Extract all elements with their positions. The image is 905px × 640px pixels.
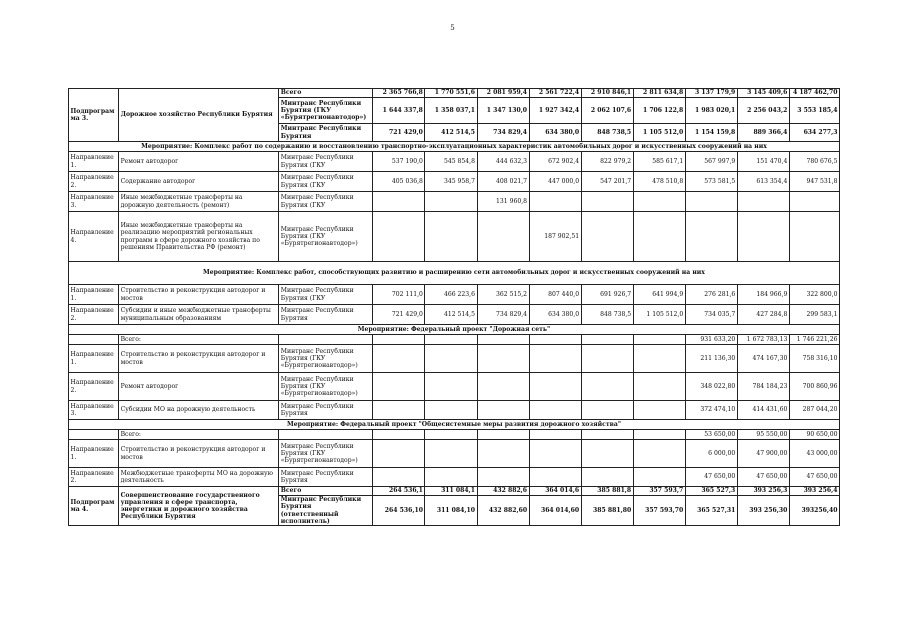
table-cell: 447 000,0 — [529, 172, 581, 192]
table-cell: 702 111,0 — [373, 285, 425, 305]
section-title: Мероприятие: Федеральный проект "Дорожная сеть" — [69, 325, 840, 335]
table-cell — [737, 212, 789, 262]
table-cell — [581, 468, 633, 487]
table-cell: 567 997,9 — [685, 152, 737, 172]
table-cell: 6 000,00 — [685, 440, 737, 468]
table-cell: 947 531,8 — [789, 172, 839, 192]
table-cell: 311 084,10 — [425, 496, 477, 526]
table-cell: 1 770 551,6 — [425, 89, 477, 98]
table-cell: Минтранс Республики Бурятия — [279, 468, 373, 487]
table-cell: 1 358 037,1 — [425, 98, 477, 124]
table-cell: 4 187 462,70 — [789, 89, 839, 98]
table-cell: 1 105 512,0 — [633, 124, 685, 142]
table-cell — [633, 373, 685, 401]
table-cell — [581, 440, 633, 468]
table-cell — [529, 373, 581, 401]
table-cell: Направление 3. — [69, 401, 119, 420]
table-cell: 393 256,4 — [789, 487, 839, 496]
table-body — [69, 89, 840, 526]
table-cell: 721 429,0 — [373, 305, 425, 325]
table-cell: Подпрограм ма 4. — [69, 487, 119, 526]
table-cell: 889 366,4 — [737, 124, 789, 142]
table-cell — [581, 373, 633, 401]
section-row — [69, 262, 840, 285]
table-cell: 47 650,00 — [737, 468, 789, 487]
table-cell: Минтранс Республики Бурятия (ГКУ «Бурятрегионавтодор») — [279, 440, 373, 468]
table-cell: 348 022,80 — [685, 373, 737, 401]
table-cell: 365 527,31 — [685, 496, 737, 526]
table-cell — [373, 430, 425, 440]
table-cell: 734 829,4 — [477, 305, 529, 325]
section-row — [69, 325, 840, 335]
table-cell: 151 470,4 — [737, 152, 789, 172]
table-cell: Минтранс Республики Бурятия (ГКУ — [279, 152, 373, 172]
table-row — [69, 487, 840, 496]
table-cell: 634 277,3 — [789, 124, 839, 142]
table-cell — [279, 430, 373, 440]
table-cell: 444 632,3 — [477, 152, 529, 172]
table-cell: 3 553 185,4 — [789, 98, 839, 124]
table-row — [69, 285, 840, 305]
table-cell: 1 347 130,0 — [477, 98, 529, 124]
table-cell: 641 994,9 — [633, 285, 685, 305]
table-cell: 784 184,23 — [737, 373, 789, 401]
table-cell: 474 167,30 — [737, 345, 789, 373]
table-cell: 364 014,6 — [529, 487, 581, 496]
table-row — [69, 335, 840, 345]
table-cell: Минтранс Республики Бурятия (ГКУ «Бурятрегионавтодор») — [279, 373, 373, 401]
table-cell: 53 650,00 — [685, 430, 737, 440]
table-cell: 1 644 337,8 — [373, 98, 425, 124]
table-cell: Субсидии и иные межбюджетные трансферты муниципальным образованиям — [119, 305, 279, 325]
table-cell — [477, 401, 529, 420]
table-cell — [373, 468, 425, 487]
table-cell — [581, 345, 633, 373]
table-cell: Направление 2. — [69, 373, 119, 401]
table-cell: 357 593,70 — [633, 496, 685, 526]
table-cell — [633, 335, 685, 345]
table-cell: Содержание автодорог — [119, 172, 279, 192]
table-cell — [633, 468, 685, 487]
table-cell: 393 256,30 — [737, 496, 789, 526]
table-cell — [425, 401, 477, 420]
table-cell: 931 633,20 — [685, 335, 737, 345]
table-cell: 264 536,10 — [373, 496, 425, 526]
table-cell: Строительство и реконструкция автодорог и мостов — [119, 345, 279, 373]
table-row — [69, 172, 840, 192]
table-cell: Минтранс Республики Бурятия (ГКУ — [279, 192, 373, 212]
table-cell: Направление 1. — [69, 152, 119, 172]
table-cell: 276 281,6 — [685, 285, 737, 305]
section-title: Мероприятие: Федеральный проект "Общесистемные меры развития дорожного хозяйства" — [69, 420, 840, 430]
section-row — [69, 142, 840, 152]
table-cell: Всего — [279, 487, 373, 496]
table-cell — [633, 440, 685, 468]
table-cell — [789, 192, 839, 212]
table-cell: 408 021,7 — [477, 172, 529, 192]
table-cell — [373, 335, 425, 345]
table-cell — [581, 335, 633, 345]
table-cell — [633, 345, 685, 373]
table-cell — [373, 345, 425, 373]
table-cell — [373, 212, 425, 262]
table-cell: 700 860,96 — [789, 373, 839, 401]
table-cell: Ремонт автодорог — [119, 152, 279, 172]
table-row — [69, 89, 840, 98]
table-cell: Субсидии МО на дорожную деятельность — [119, 401, 279, 420]
table-cell — [789, 212, 839, 262]
table-cell: 634 380,0 — [529, 124, 581, 142]
section-title: Мероприятие: Комплекс работ, способствующих развитию и расширению сети автомобильных дорог и искусственных сооружений на них — [69, 262, 840, 285]
table-cell: Направление 1. — [69, 440, 119, 468]
table-row — [69, 152, 840, 172]
table-cell: 47 900,00 — [737, 440, 789, 468]
table-cell: 585 617,1 — [633, 152, 685, 172]
table-cell — [425, 440, 477, 468]
table-cell — [69, 335, 119, 345]
table-row — [69, 305, 840, 325]
table-cell: 432 882,6 — [477, 487, 529, 496]
table-cell: Строительство и реконструкция автодорог и мостов — [119, 440, 279, 468]
table-cell: Иные межбюджетные трансферты на дорожную деятельность (ремонт) — [119, 192, 279, 212]
table-cell: 90 650,00 — [789, 430, 839, 440]
table-row — [69, 440, 840, 468]
table-cell: Всего: — [119, 430, 279, 440]
table-cell: 466 223,6 — [425, 285, 477, 305]
table-cell: 427 284,8 — [737, 305, 789, 325]
table-cell: 47 650,00 — [685, 468, 737, 487]
table-cell: 634 380,0 — [529, 305, 581, 325]
table-cell: 412 514,5 — [425, 305, 477, 325]
table-cell: Ремонт автодорог — [119, 373, 279, 401]
table-cell — [529, 401, 581, 420]
table-cell: 780 676,5 — [789, 152, 839, 172]
table-cell — [373, 401, 425, 420]
table-cell — [581, 192, 633, 212]
table-cell: 345 958,7 — [425, 172, 477, 192]
table-cell: Подпрограм ма 3. — [69, 89, 119, 142]
table-cell — [425, 373, 477, 401]
table-cell: Минтранс Республики Бурятия — [279, 305, 373, 325]
table-cell: 807 440,0 — [529, 285, 581, 305]
table-cell: 734 829,4 — [477, 124, 529, 142]
table-cell: Направление 2. — [69, 305, 119, 325]
table-row — [69, 212, 840, 262]
budget-table — [68, 88, 840, 526]
table-cell: 1 105 512,0 — [633, 305, 685, 325]
table-cell — [477, 440, 529, 468]
table-cell — [373, 440, 425, 468]
table-cell — [477, 373, 529, 401]
table-cell — [685, 192, 737, 212]
table-cell: 131 960,8 — [477, 192, 529, 212]
table-cell: 2 081 959,4 — [477, 89, 529, 98]
table-cell: 2 365 766,8 — [373, 89, 425, 98]
table-cell: 1 927 342,4 — [529, 98, 581, 124]
table-cell: Всего — [279, 89, 373, 98]
table-cell — [425, 335, 477, 345]
table-cell: 1 746 221,26 — [789, 335, 839, 345]
table-cell: 721 429,0 — [373, 124, 425, 142]
table-cell: Минтранс Республики Бурятия (ГКУ «Бурятрегионавтодор») — [279, 345, 373, 373]
table-cell: 2 561 722,4 — [529, 89, 581, 98]
table-cell: Направление 2. — [69, 172, 119, 192]
table-cell: 412 514,5 — [425, 124, 477, 142]
table-cell — [737, 192, 789, 212]
table-cell — [477, 430, 529, 440]
table-cell — [529, 430, 581, 440]
table-cell — [581, 212, 633, 262]
table-cell — [373, 373, 425, 401]
table-cell: 2 811 634,8 — [633, 89, 685, 98]
table-cell: 613 354,4 — [737, 172, 789, 192]
table-cell: 405 036,8 — [373, 172, 425, 192]
table-row — [69, 192, 840, 212]
table-cell: 184 966,9 — [737, 285, 789, 305]
table-cell — [477, 212, 529, 262]
table-cell — [425, 192, 477, 212]
table-cell: Минтранс Республики Бурятия (ГКУ «Бурятрегионавтодор») — [279, 98, 373, 124]
table-cell: Дорожное хозяйство Республики Бурятия — [119, 89, 279, 142]
table-cell — [373, 192, 425, 212]
table-cell — [529, 345, 581, 373]
table-cell — [425, 468, 477, 487]
table-cell: 357 593,7 — [633, 487, 685, 496]
table-cell: 547 201,7 — [581, 172, 633, 192]
table-cell — [581, 430, 633, 440]
table-row — [69, 373, 840, 401]
table-cell: 2 062 107,6 — [581, 98, 633, 124]
table-cell: 691 926,7 — [581, 285, 633, 305]
table-cell: 545 854,8 — [425, 152, 477, 172]
table-cell: 95 550,00 — [737, 430, 789, 440]
table-cell: 385 881,8 — [581, 487, 633, 496]
table-cell: Минтранс Республики Бурятия (ГКУ — [279, 285, 373, 305]
table-cell: 848 738,5 — [581, 124, 633, 142]
table-cell — [69, 430, 119, 440]
table-row — [69, 401, 840, 420]
table-cell: 3 137 179,9 — [685, 89, 737, 98]
table-cell — [633, 430, 685, 440]
table-cell: 2 256 043,2 — [737, 98, 789, 124]
table-cell: 311 084,1 — [425, 487, 477, 496]
table-cell: 299 583,1 — [789, 305, 839, 325]
table-cell — [477, 468, 529, 487]
table-cell: 848 738,5 — [581, 305, 633, 325]
table-cell: Направление 2. — [69, 468, 119, 487]
table-cell: Минтранс Республики Бурятия (ответственный исполнитель) — [279, 496, 373, 526]
table-cell: 758 316,10 — [789, 345, 839, 373]
table-cell: 1 706 122,8 — [633, 98, 685, 124]
table-cell: 1 672 783,13 — [737, 335, 789, 345]
table-cell: 3 145 409,6 — [737, 89, 789, 98]
table-cell — [685, 212, 737, 262]
table-cell: 47 650,00 — [789, 468, 839, 487]
table-cell: 1 154 159,8 — [685, 124, 737, 142]
table-cell: 393 256,3 — [737, 487, 789, 496]
table-cell — [477, 345, 529, 373]
table-cell — [529, 335, 581, 345]
table-row — [69, 345, 840, 373]
table-cell: 287 044,20 — [789, 401, 839, 420]
table-cell: 414 431,60 — [737, 401, 789, 420]
table-cell — [425, 212, 477, 262]
table-cell: 432 882,60 — [477, 496, 529, 526]
table-cell: Минтранс Республики Бурятия (ГКУ «Бурятрегионавтодор») — [279, 212, 373, 262]
table-cell — [279, 335, 373, 345]
table-cell — [529, 192, 581, 212]
table-cell: Всего: — [119, 335, 279, 345]
table-row — [69, 430, 840, 440]
table-cell: Направление 3. — [69, 192, 119, 212]
table-cell — [633, 192, 685, 212]
table-cell — [581, 401, 633, 420]
table-cell — [477, 335, 529, 345]
section-title: Мероприятие: Комплекс работ по содержанию и восстановлению транспортно-эксплуатационных характеристик автомобильных дорог и искусственных сооружений на них — [69, 142, 840, 152]
table-cell: 211 136,30 — [685, 345, 737, 373]
table-cell: Направление 4. — [69, 212, 119, 262]
table-cell: 43 000,00 — [789, 440, 839, 468]
table-cell: Направление 1. — [69, 345, 119, 373]
table-cell: 362 515,2 — [477, 285, 529, 305]
table-cell — [425, 345, 477, 373]
table-row — [69, 468, 840, 487]
table-cell — [633, 401, 685, 420]
table-cell: Межбюджетные трансферты МО на дорожную деятельность — [119, 468, 279, 487]
table-cell — [529, 440, 581, 468]
table-cell: 264 536,1 — [373, 487, 425, 496]
table-cell: 393256,40 — [789, 496, 839, 526]
table-cell: 537 190,0 — [373, 152, 425, 172]
table-cell: 822 979,2 — [581, 152, 633, 172]
table-cell: 672 902,4 — [529, 152, 581, 172]
table-cell: Совершенствование государственного управления в сфере транспорта, энергетики и дорожного хозяйства Республики Бурятия — [119, 487, 279, 526]
table-cell — [425, 430, 477, 440]
table-cell: 372 474,10 — [685, 401, 737, 420]
table-cell: 187 902,51 — [529, 212, 581, 262]
table-cell: Строительство и реконструкция автодорог и мостов — [119, 285, 279, 305]
table-cell: 365 527,3 — [685, 487, 737, 496]
table-cell: 734 035,7 — [685, 305, 737, 325]
table-cell: Минтранс Республики Бурятия — [279, 401, 373, 420]
table-cell: 322 800,0 — [789, 285, 839, 305]
table-cell: 2 910 846,1 — [581, 89, 633, 98]
table-cell — [529, 468, 581, 487]
table-cell: 385 881,80 — [581, 496, 633, 526]
table-cell: 1 983 020,1 — [685, 98, 737, 124]
section-row — [69, 420, 840, 430]
table-cell: Иные межбюджетные трансферты на реализацию мероприятий региональных программ в сфере дорожного хозяйства по решениям Правительства РФ (ремонт) — [119, 212, 279, 262]
table-cell: 478 510,8 — [633, 172, 685, 192]
table-cell: Минтранс Республики Бурятия — [279, 124, 373, 142]
table-cell: 364 014,60 — [529, 496, 581, 526]
table-cell: 573 581,5 — [685, 172, 737, 192]
table-cell: Направление 1. — [69, 285, 119, 305]
table-cell — [633, 212, 685, 262]
page-number: 5 — [450, 24, 455, 32]
table-cell: Минтранс Республики Бурятия (ГКУ — [279, 172, 373, 192]
